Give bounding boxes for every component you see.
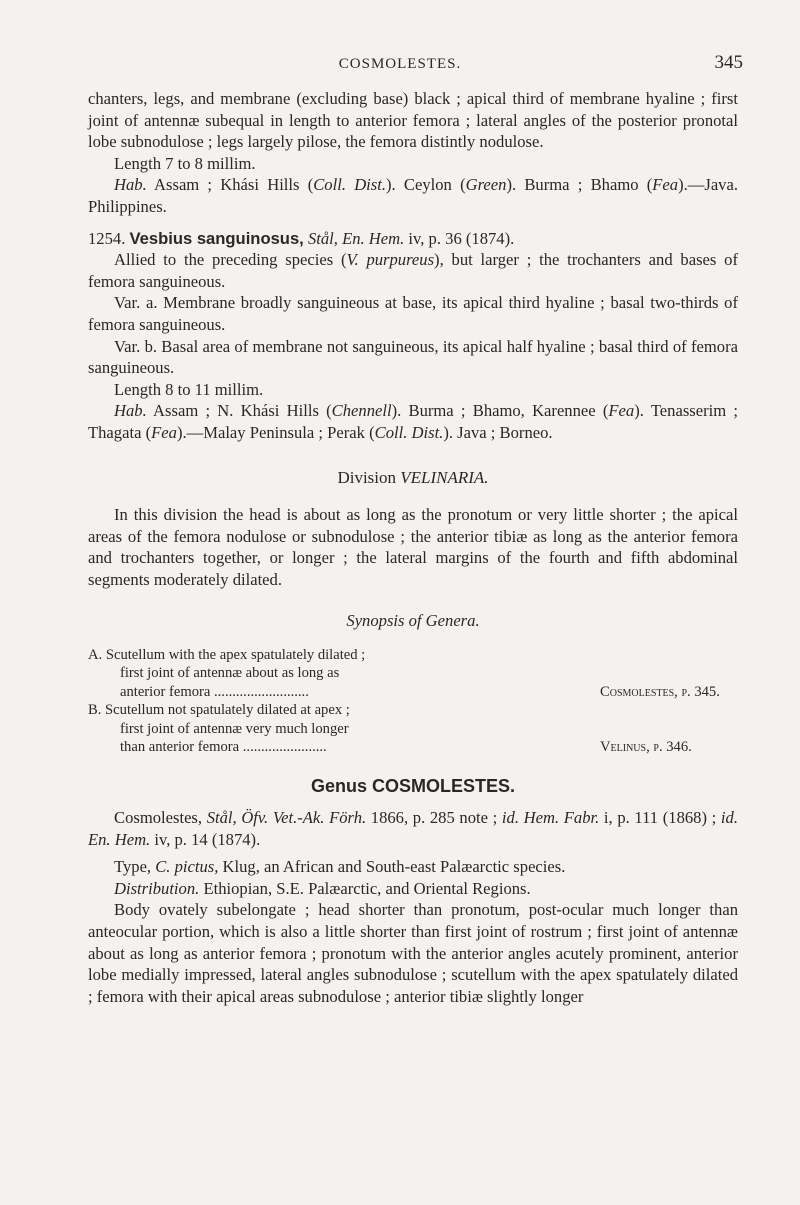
length-line: Length 7 to 8 millim. [114, 153, 256, 173]
allied-species: V. purpureus [346, 250, 435, 270]
hab-collector: Fea [151, 422, 177, 442]
division-paragraph: In this division the head is about as long as the pronotum or very little shorter ; the apical areas of the femora nodulose or subnodulose ; the anterior tibiæ as long as the anterior femora and trochanters together, or longer ; the lateral margins of the fourth and fifth abdominal segments moderately dilated. [88, 505, 738, 589]
hab-label: Hab. [114, 175, 147, 195]
hab-text: Assam ; Khási Hills ( [146, 175, 314, 195]
hab-collector: Green [465, 175, 507, 195]
genus-heading: Genus COSMOLESTES. [310, 775, 516, 796]
entry-genus: Cosmolestes, p. 345. [600, 683, 720, 700]
entry-letter: B. [88, 702, 102, 719]
entry-text: first joint of antennæ about as long as [120, 665, 340, 682]
syn-text: iv, p. 14 (1874). [150, 829, 261, 849]
hab-text: ). Java ; Borneo. [443, 422, 553, 442]
entry-text: anterior femora .......................... [120, 683, 309, 700]
hab-label: Hab. [114, 401, 147, 421]
allied-paragraph [88, 249, 738, 292]
entry-genus: Velinus, p. 346. [600, 739, 692, 756]
allied-text: ), but larger ; the trochanters and bases of femora sanguineous. [88, 250, 738, 291]
habitat-line [88, 400, 738, 443]
species-name: Vesbius sanguinosus, [129, 228, 304, 248]
division-heading [88, 467, 738, 489]
species-reference: iv, p. 36 (1874). [404, 228, 515, 248]
habitat-line [88, 174, 738, 217]
syn-authority: id. Hem. Fabr. [501, 808, 600, 828]
continued-description: chanters, legs, and membrane (excluding base) black ; apical third of membrane hyaline ; first joint of antennæ subequal in length to anterior femora ; lateral angles of the posterior pronotal lobe subnodulose ; legs largely pilose, the femora distintly nodulose. [88, 89, 738, 152]
genus-synonymy [88, 807, 738, 850]
division-label: Division [337, 467, 401, 487]
synopsis-title: Synopsis of Genera. [346, 611, 480, 631]
synopsis-entry-a [88, 646, 738, 701]
synopsis-table [88, 646, 738, 756]
hab-text: ). Ceylon ( [386, 175, 466, 195]
variety-a: Var. a. Membrane broadly sanguineous at base, its apical third hyaline ; basal two-thirds of femora sanguineous. [88, 293, 738, 334]
page-body [88, 88, 738, 1007]
syn-text: 1866, p. 285 note ; [366, 808, 502, 828]
running-title: COSMOLESTES. [338, 56, 462, 72]
entry-text: first joint of antennæ very much longer [120, 720, 349, 737]
entry-text: Scutellum with the apex spatulately dilated ; [105, 647, 366, 664]
hab-text: ).—Java. Philippines. [88, 175, 738, 216]
species-authority: Stål, En. Hem. [307, 228, 405, 248]
hab-collector: Fea [608, 401, 635, 421]
genus-description: Body ovately subelongate ; head shorter than pronotum, post-ocular much longer than anteocular portion, which is also a little shorter than first joint of rostrum ; first joint of antennæ about as long as anterior femora ; pronotum with the anterior angles acutely prominent, anterior lobe medially impressed, lateral angles subnodulose ; scutellum with the apex spatulately dilated ; femora with their apical areas subnodulose ; anterior tibiæ slightly longer [88, 900, 738, 1006]
species-number: 1254. [88, 228, 126, 248]
hab-text: ). Burma ; Bhamo, Karennee ( [391, 401, 609, 421]
entry-letter: A. [88, 647, 103, 664]
page-number: 345 [714, 52, 743, 73]
hab-collector: Coll. Dist. [374, 422, 444, 442]
division-name: VELINARIA. [400, 467, 489, 487]
species-heading [88, 228, 738, 250]
length-line: Length 8 to 11 millim. [114, 379, 264, 399]
syn-authority: id. En. Hem. [88, 808, 738, 849]
hab-text: ). Burma ; Bhamo ( [506, 175, 653, 195]
hab-text: ).—Malay Peninsula ; Perak ( [176, 422, 375, 442]
syn-authority: Stål, Öfv. Vet.-Ak. Förh. [206, 808, 367, 828]
hab-text: Assam ; N. Khási Hills ( [146, 401, 332, 421]
distribution-label: Distribution. [114, 878, 200, 898]
genus-distribution [88, 878, 738, 900]
genus-type [88, 856, 738, 878]
entry-text: than anterior femora ....................... [120, 739, 327, 756]
syn-text: i, p. 111 (1868) ; [599, 808, 721, 828]
type-text: Type, [114, 857, 156, 877]
hab-text: ). Tenasserim ; Thagata ( [88, 401, 739, 442]
hab-collector: Coll. Dist. [313, 175, 387, 195]
entry-text: Scutellum not spatulately dilated at apex ; [105, 702, 350, 719]
distribution-text: Ethiopian, S.E. Palæarctic, and Oriental Regions. [199, 878, 531, 898]
type-text: Klug, an African and South-east Palæarctic species. [218, 857, 566, 877]
hab-collector: Fea [652, 175, 679, 195]
synopsis-entry-b [88, 701, 738, 756]
hab-collector: Chennell [331, 401, 392, 421]
variety-b: Var. b. Basal area of membrane not sanguineous, its apical half hyaline ; basal third of femora sanguineous. [88, 336, 738, 378]
syn-text: Cosmolestes, [114, 808, 207, 828]
type-species: C. pictus, [155, 857, 219, 877]
allied-text: Allied to the preceding species ( [114, 250, 347, 270]
